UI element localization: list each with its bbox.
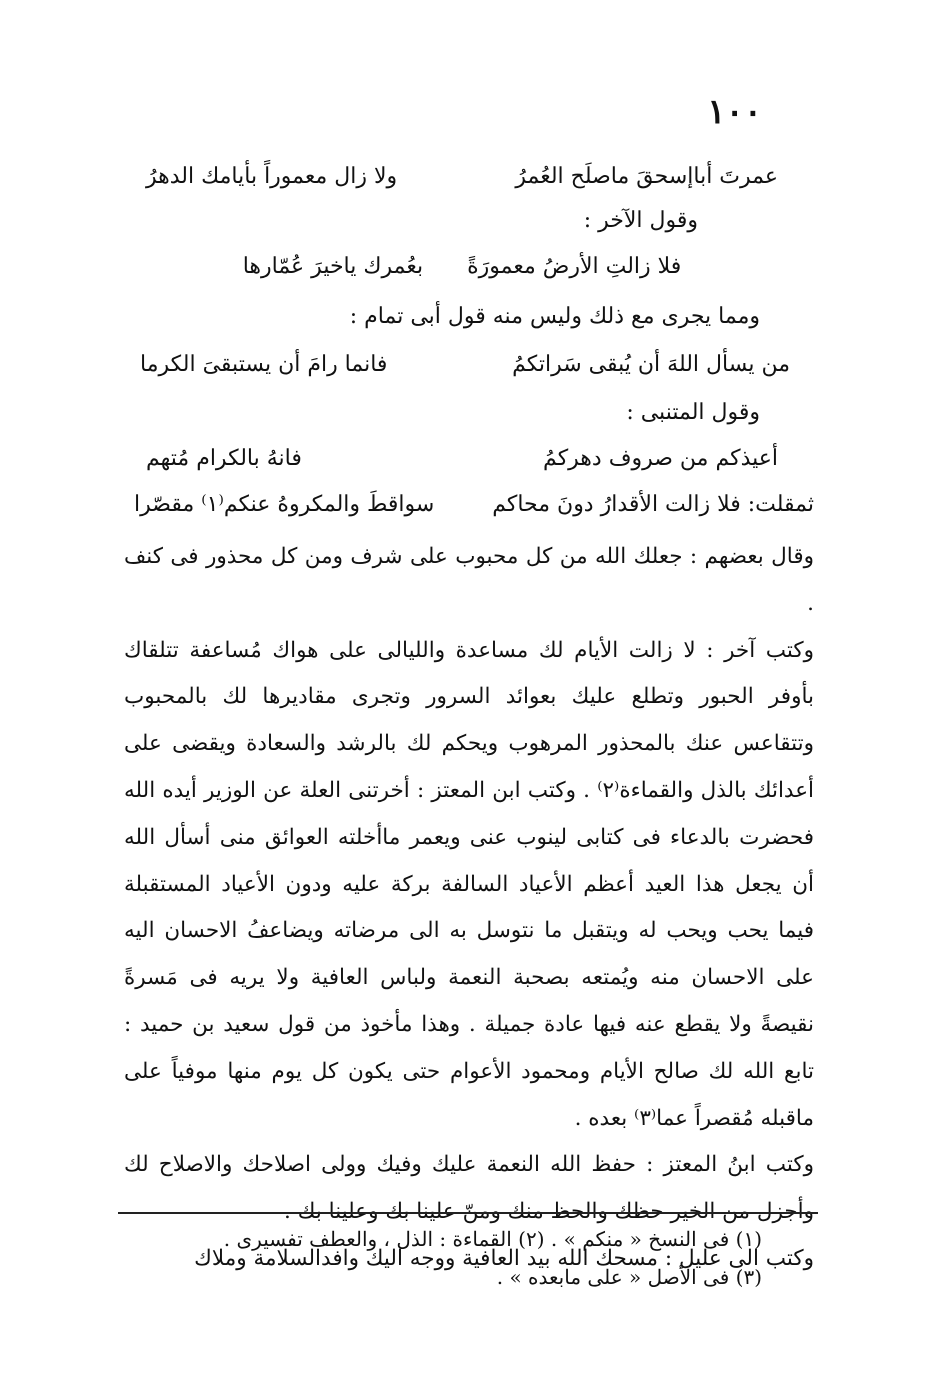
- verse-2-first-hemistich: فلا زالتِ الأرضُ معمورَةً: [467, 253, 682, 279]
- verse-1: [146, 156, 778, 196]
- verse-3: [140, 344, 790, 384]
- verse-5-second-hemistich: سواقطَ والمكروهُ عنكم⁽١⁾ مقصّرا: [134, 491, 435, 517]
- verse-5: [134, 484, 814, 524]
- footnote-divider: [118, 1212, 818, 1214]
- footnote-line-2: (٣) فى الأصل « على مابعده » .: [496, 1265, 762, 1289]
- verse-2: [146, 246, 778, 286]
- prose-block: [124, 534, 814, 1283]
- footnote-line-1: (١) فى النسخ « منكم » . (٢) القماءة : الذل ، والعطف تفسيرى .: [223, 1227, 762, 1251]
- verse-2-second-hemistich: بعُمرك ياخيرَ عُمّارها: [242, 253, 424, 279]
- verse-4-first-hemistich: أعيذكم من صروف دهركمُ: [543, 445, 778, 471]
- page-number: ١٠٠: [707, 92, 762, 132]
- verse-5-first-hemistich: ثمقلت: فلا زالت الأقدارُ دونَ محاكم: [492, 491, 814, 517]
- paragraph-2: وكتب آخر : لا زالت الأيام لك مساعدة والليالى على هواك مُساعفة تتلقاك بأوفر الحبور وتطلع عليك بعوائد السرور وتجرى مقاديرها لك بالمحبوب وتتقاعس عنك بالمحذور المرهوب ويحكم لك بالرشد والسعادة ويقضى على أعدائك بالذل والقماءة⁽٢⁾ . وكتب ابن المعتز : أخرتنى العلة عن الوزير أيده الله فحضرت بالدعاء فى كتابى لينوب عنى ويعمر ماأخلته العوائق منى أسأل الله أن يجعل هذا العيد أعظم الأعياد السالفة بركة عليه ودون الأعياد المستقبلة فيما يحب ويحب له ويتقبل ما نتوسل به الى مرضاته ويضاعفُ الاحسان اليه على الاحسان منه ويُمتعه بصحبة النعمة ولباس العافية ولا يريه فى مَسرةً نقيصةً ولا يقطع عنه فيها عادة جميلة . وهذا مأخوذ من قول سعيد بن حميد : تابع الله لك صالح الأيام ومحمود الأعوام حتى يكون كل يوم منها موفياً على ماقبله مُقصراً عما⁽٣⁾ بعده .: [124, 637, 815, 1131]
- verse-intro-2: وقول الآخر :: [583, 207, 698, 233]
- verse-3-second-hemistich: فانما رامَ أن يستبقىَ الكرما: [140, 351, 388, 377]
- paragraph-1: وقال بعضهم : جعلك الله من كل محبوب على شرف ومن كل محذور فى كنف .: [124, 544, 814, 616]
- verse-1-first-hemistich: عمرتَ أباإسحقَ ماصلَح العُمرُ: [515, 163, 778, 189]
- verse-intro-4: وقول المتنبى :: [626, 399, 760, 425]
- verse-1-second-hemistich: ولا زال معموراً بأيامك الدهرُ: [146, 163, 398, 189]
- verse-4-second-hemistich: فانهُ بالكرام مُتهم: [146, 445, 302, 471]
- verse-3-first-hemistich: من يسأل اللهَ أن يُبقى سَراتكمُ: [512, 351, 790, 377]
- paragraph-4: وكتب الى عليل : مسحك الله بيد العافية ووجه اليك وافدالسلامة وملاك: [194, 1245, 814, 1271]
- verse-intro-3: ومما يجرى مع ذلك وليس منه قول أبى تمام :: [349, 303, 760, 329]
- footnotes: [122, 1220, 762, 1296]
- paragraph-3: وكتب ابنُ المعتز : حفظ الله النعمة عليك وفيك وولى اصلاحك والاصلاح لك وأجزل من الخير حظك والحظ منك ومنّ علينا بك وعلينا بك .: [124, 1152, 814, 1225]
- verse-4: [146, 438, 778, 478]
